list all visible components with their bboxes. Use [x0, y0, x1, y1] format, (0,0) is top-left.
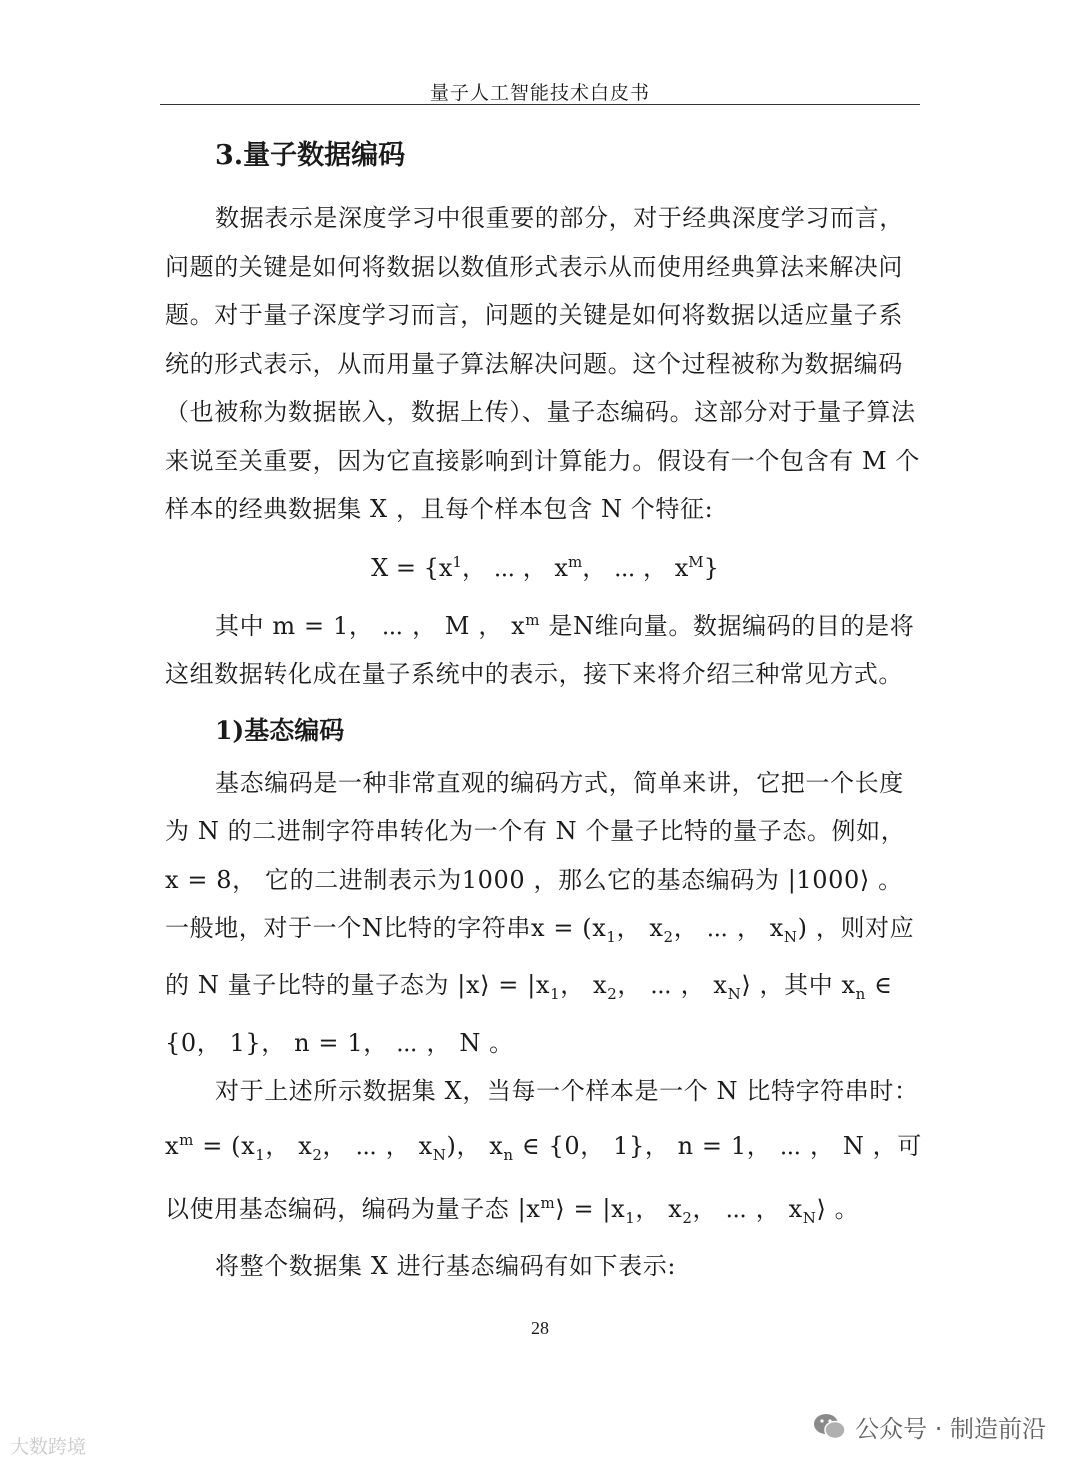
running-header: 量子人工智能技术白皮书 — [429, 82, 650, 104]
paragraph-dataset-encoding: 对于上述所示数据集 X，当每一个样本是一个 N 比特字符串时： $x^m = (x_1$， $x_2$， ⋯ ， $x_N$)， $x_n$ ∈ {0， 1}， n = 1， ⋯ ， N ，可以使用基态编码，编码为量子态 $|x^m⟩ = |x_1$， $x_2$， ⋯ ， $x_N⟩$ 。 — [165, 1077, 922, 1227]
subsection-heading: 1)基态编码 — [215, 715, 345, 745]
page-content — [165, 128, 925, 1291]
section-heading: 3.量子数据编码 — [215, 140, 406, 171]
watermark-text: 公众号 · 制造前沿 — [855, 1415, 1046, 1443]
equation-dataset: $X = \{x^1$， ⋯ ， $x^m$， ⋯ ， $x^M$} — [371, 552, 719, 582]
paragraph-full-dataset: 将整个数据集 X 进行基态编码有如下表示: — [215, 1252, 677, 1281]
watermark-wechat — [813, 1409, 1046, 1444]
paragraph-intro: 数据表示是深度学习中很重要的部分，对于经典深度学习而言，问题的关键是如何将数据以数值形式表示从而使用经典算法来解决问题。对于量子深度学习而言，问题的关键是如何将数据以适应量子系统的形式表示，从而用量子算法解决问题。这个过程被称为数据编码（也被称为数据嵌入，数据上传）、量子态编码。这部分对于量子算法来说至关重要，因为它直接影响到计算能力。假设有一个包含有 M 个样本的经典数据集 X ，且每个样本包含 N 个特征: — [165, 204, 921, 523]
watermark-left: 大数跨境 — [10, 1436, 87, 1458]
header-rule — [160, 104, 920, 105]
paragraph-basis-encoding: 基态编码是一种非常直观的编码方式，简单来讲，它把一个长度为 N 的二进制字符串转化为一个有 N 个量子比特的量子态。例如， x = 8， 它的二进制表示为1000 ，那么它的基态编码为 |1000⟩ 。一般地，对于一个N比特的字符串$x = (x_1$， $x_2$， ⋯ ， $x_N$) ，则对应的 N 量子比特的量子态为 |x⟩ = $|x_1$， $x_2$， ⋯ ， $x_N⟩$ ，其中 $x_n$ ∈ {0， 1}， n = 1， ⋯ ， N 。 — [165, 768, 915, 1057]
paragraph-encoding-goal: 其中 m = 1， ⋯ ， M ， $x^m$ 是N维向量。数据编码的目的是将这组数据转化成在量子系统中的表示，接下来将介绍三种常见方式。 — [165, 610, 915, 688]
page-number: 28 — [531, 1318, 549, 1338]
wechat-icon — [813, 1413, 847, 1441]
